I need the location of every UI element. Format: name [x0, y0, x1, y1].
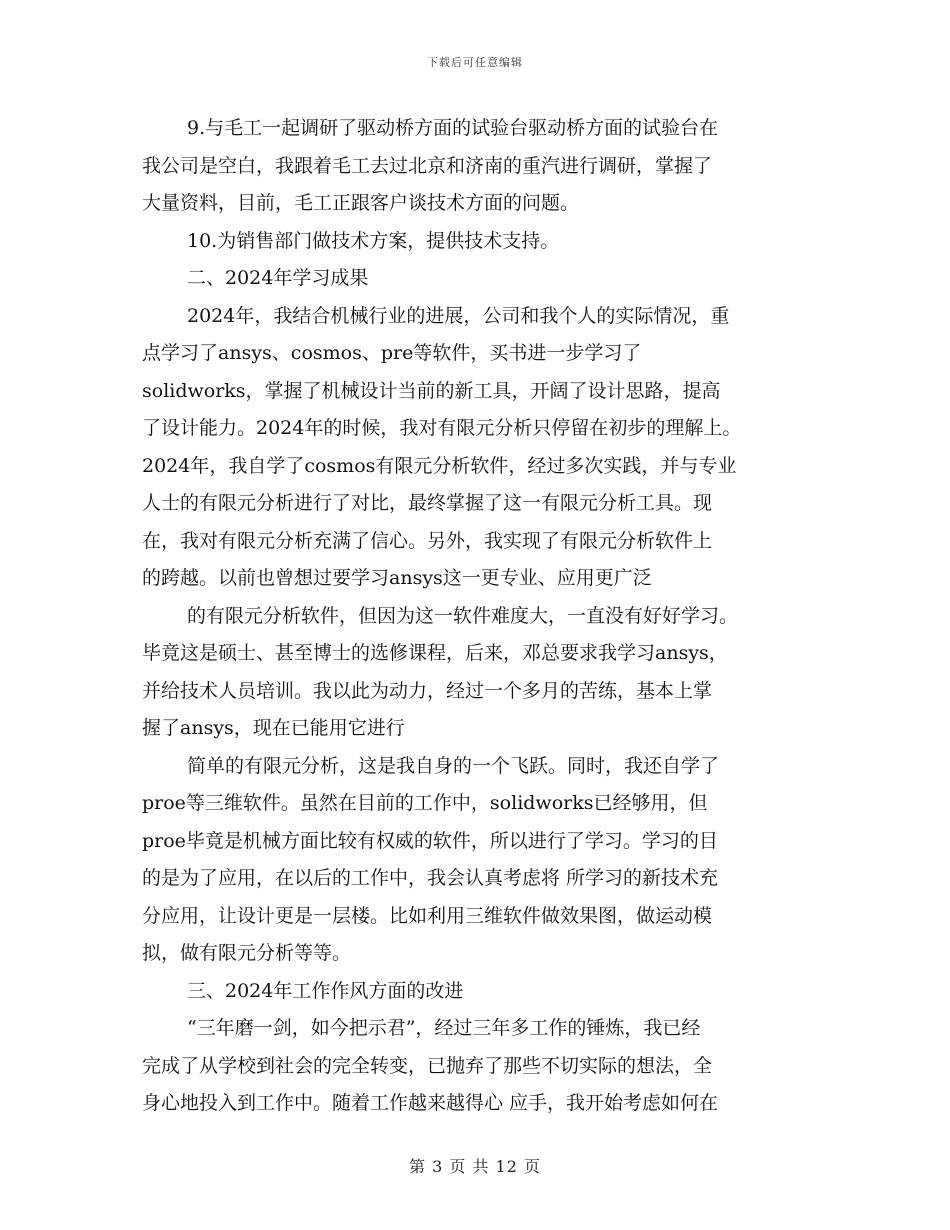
text-line: 分应用，让设计更是一层楼。比如利用三维软件做效果图，做运动模 [142, 904, 713, 927]
text-line: 的跨越。以前也曾想过要学习ansys这一更专业、应用更广泛 [142, 567, 652, 589]
text-line: 二、2024年学习成果 [187, 267, 369, 289]
text-line: 10.为销售部门做技术方案，提供技术支持。 [187, 229, 560, 252]
page-footer: 第 3 页 共 12 页 [409, 1157, 541, 1176]
text-line: 9.与毛工一起调研了驱动桥方面的试验台驱动桥方面的试验台在 [187, 117, 719, 139]
text-line: 了设计能力。2024年的时候，我对有限元分析只停留在初步的理解上。 [142, 417, 742, 439]
text-line: “三年磨一剑，如今把示君”，经过三年多工作的锤炼，我已经 [187, 1017, 701, 1039]
text-line: 完成了从学校到社会的完全转变，已抛弃了那些不切实际的想法，全 [142, 1054, 713, 1077]
text-line: 握了ansys，现在已能用它进行 [142, 717, 405, 739]
text-line: 在，我对有限元分析充满了信心。另外，我实现了有限元分析软件上 [142, 529, 713, 552]
text-line: 三、2024年工作作风方面的改进 [187, 979, 464, 1002]
document-body [142, 110, 814, 1123]
text-line: 2024年，我结合机械行业的进展，公司和我个人的实际情况，重 [187, 304, 730, 327]
text-line: 的是为了应用，在以后的工作中，我会认真考虑将 所学习的新技术充 [142, 867, 719, 889]
text-line: proe毕竟是机械方面比较有权威的软件，所以进行了学习。学习的目 [142, 829, 718, 852]
page-header: 下载后可任意编辑 [427, 56, 523, 69]
text-line: 简单的有限元分析，这是我自身的一个飞跃。同时，我还自学了 [187, 754, 720, 777]
text-line: 并给技术人员培训。我以此为动力，经过一个多月的苦练，基本上掌 [142, 679, 713, 702]
text-line: 的有限元分析软件，但因为这一软件难度大，一直没有好好学习。 [187, 604, 739, 627]
text-line: 我公司是空白，我跟着毛工去过北京和济南的重汽进行调研，掌握了 [142, 154, 713, 177]
text-line: 人士的有限元分析进行了对比，最终掌握了这一有限元分析工具。现 [142, 492, 713, 514]
text-line: proe等三维软件。虽然在目前的工作中，solidworks已经够用，但 [142, 792, 708, 814]
text-line: 2024年，我自学了cosmos有限元分析软件，经过多次实践，并与专业 [142, 454, 737, 477]
text-line: solidworks，掌握了机械设计当前的新工具，开阔了设计思路，提高 [142, 379, 721, 402]
text-line: 身心地投入到工作中。随着工作越来越得心 应手，我开始考虑如何在 [142, 1092, 719, 1114]
text-line: 拟，做有限元分析等等。 [142, 942, 352, 964]
text-line: 大量资料，目前，毛工正跟客户谈技术方面的问题。 [142, 192, 580, 214]
text-line: 毕竟这是硕士、甚至博士的选修课程，后来，邓总要求我学习ansys， [142, 642, 728, 664]
text-line: 点学习了ansys、cosmos、pre等软件，买书进一步学习了 [142, 342, 642, 364]
